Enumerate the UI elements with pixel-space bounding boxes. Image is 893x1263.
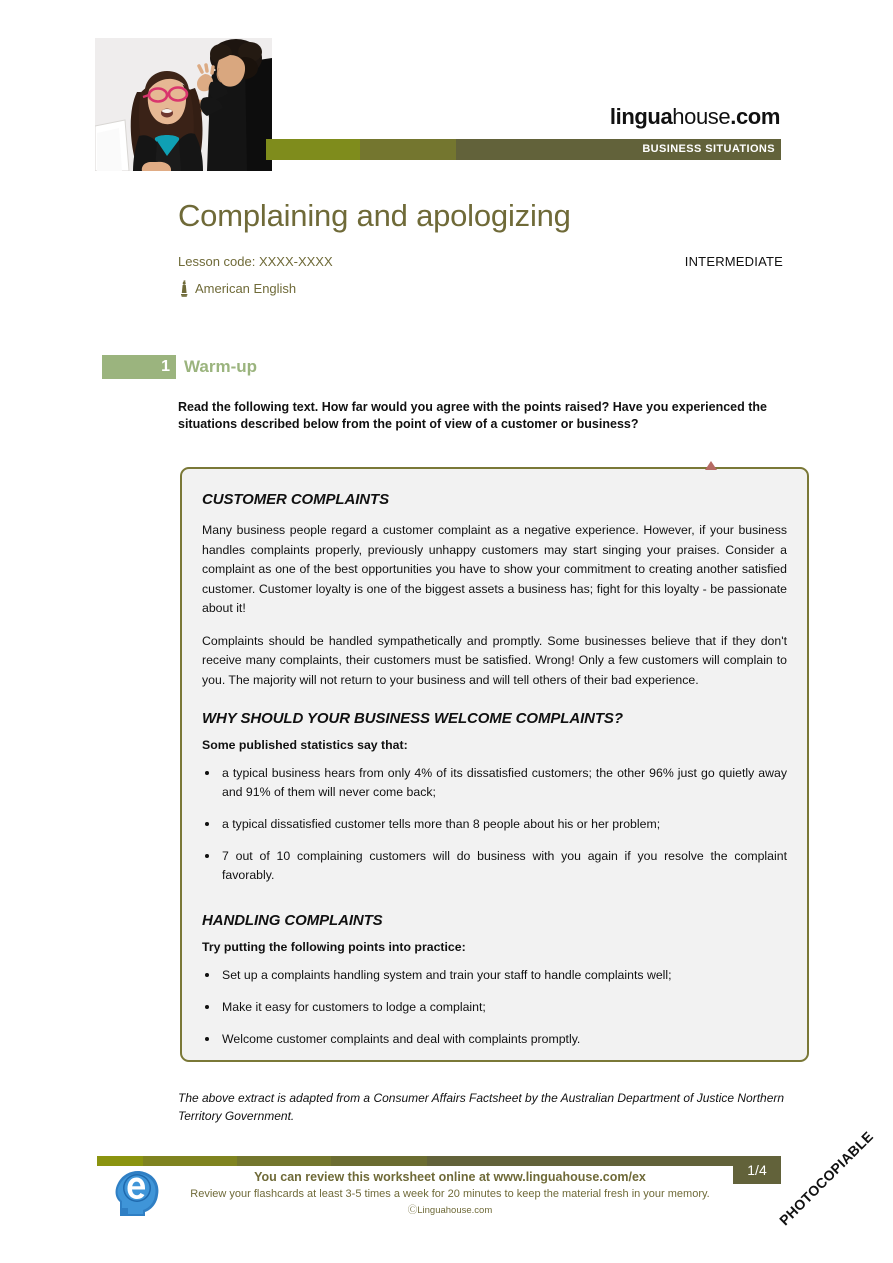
list-item-text: Set up a complaints handling system and train your staff to handle complaints well; xyxy=(222,968,672,982)
list-item xyxy=(202,815,787,834)
list-item xyxy=(202,764,787,802)
list-item xyxy=(202,998,787,1017)
title-block xyxy=(178,198,783,300)
header-bar-segment-1 xyxy=(266,139,360,160)
spacer xyxy=(202,898,787,912)
box-paragraph-1: Many business people regard a customer complaint as a negative experience. However, if your business handles complaints properly, previously unhappy customers may start singing your praises. Consider a complaint as one of the best opportunities you have to show your commitment to creating another satisfied customer. Customer loyalty is one of the biggest assets a business has; fight for this loyalty - be passionate about it! xyxy=(202,523,787,615)
header-accent-bar xyxy=(266,139,781,160)
photocopiable-stamp xyxy=(776,1128,893,1255)
footer-text-block xyxy=(180,1168,720,1218)
brand-logo[interactable] xyxy=(610,104,780,130)
footer-bar-segment-5 xyxy=(427,1156,781,1166)
category-label: BUSINESS SITUATIONS xyxy=(456,139,781,160)
list-item xyxy=(202,966,787,985)
footer-copyright-line: ⒸLinguahouse.com xyxy=(407,1205,493,1216)
list-item-text: a typical business hears from only 4% of its dissatisfied customers; the other 96% just go quietly away and 91% of them will never come back; xyxy=(222,766,787,799)
box-subheading-statistics: Some published statistics say that: xyxy=(202,738,408,752)
bookmark-marker-icon xyxy=(705,461,717,470)
list-item xyxy=(202,847,787,885)
bullet-icon xyxy=(205,973,209,977)
bullet-icon xyxy=(205,822,209,826)
box-heading-handling-complaints: HANDLING COMPLAINTS xyxy=(202,912,383,929)
brand-logo-part-1: lingua xyxy=(609,104,673,129)
task-instructions: Read the following text. How far would you agree with the points raised? Have you experienced the situations described below from the point of view of a customer or business? xyxy=(178,400,767,431)
lesson-code: Lesson code: XXXX-XXXX xyxy=(178,254,333,269)
statue-of-liberty-icon xyxy=(179,280,190,302)
section-number: 1 xyxy=(161,358,170,375)
list-item xyxy=(202,1030,787,1049)
footer-accent-bar xyxy=(97,1156,781,1166)
list-item-text: Welcome customer complaints and deal with complaints promptly. xyxy=(222,1032,581,1046)
bullet-icon xyxy=(205,1005,209,1009)
statistics-bullet-list xyxy=(202,764,787,885)
footer-bar-segment-3 xyxy=(237,1156,331,1166)
brand-logo-part-2: house xyxy=(672,104,731,129)
photocopiable-label: PHOTOCOPIABLE xyxy=(776,1128,877,1229)
box-paragraph-2: Complaints should be handled sympathetically and promptly. Some businesses believe that if they don't receive many complaints, their customers must be satisfied. Wrong! Only a few customers will complain to you. The majority will not return to your business and will tell others of their bad experience. xyxy=(202,633,787,687)
footer-bar-segment-2 xyxy=(143,1156,237,1166)
footer-bar-segment-4 xyxy=(331,1156,427,1166)
list-item-text: 7 out of 10 complaining customers will do business with you again if you resolve the complaint favorably. xyxy=(222,849,787,882)
page-number-badge: 1/4 xyxy=(733,1156,781,1184)
hero-photo xyxy=(95,38,272,171)
level-badge: INTERMEDIATE xyxy=(684,254,783,269)
practice-bullet-list xyxy=(202,966,787,1049)
box-heading-customer-complaints: CUSTOMER COMPLAINTS xyxy=(202,491,389,508)
bullet-icon xyxy=(205,854,209,858)
footer-bar-segment-1 xyxy=(97,1156,143,1166)
header-bar-segment-2 xyxy=(360,139,456,160)
english-variant-row xyxy=(178,280,783,300)
lesson-meta-row xyxy=(178,254,783,274)
box-subheading-practice: Try putting the following points into practice: xyxy=(202,940,466,954)
e-brain-head-icon xyxy=(112,1168,162,1220)
list-item-text: a typical dissatisfied customer tells more than 8 people about his or her problem; xyxy=(222,817,661,831)
section-title: Warm-up xyxy=(184,357,258,376)
bullet-icon xyxy=(205,1037,209,1041)
bullet-icon xyxy=(205,771,209,775)
reading-text-box xyxy=(180,467,809,1062)
list-item-text: Make it easy for customers to lodge a complaint; xyxy=(222,1000,486,1014)
english-variant-label: American English xyxy=(195,281,297,296)
page-title: Complaining and apologizing xyxy=(178,198,571,233)
box-heading-why-welcome: WHY SHOULD YOUR BUSINESS WELCOME COMPLAINTS? xyxy=(202,710,623,727)
page-header xyxy=(0,0,893,180)
hero-photo-illustration xyxy=(95,38,272,171)
footer-review-line[interactable]: You can review this worksheet online at www.linguahouse.com/ex xyxy=(254,1170,646,1184)
source-attribution: The above extract is adapted from a Consumer Affairs Factsheet by the Australian Department of Justice Northern Territory Government. xyxy=(178,1091,785,1123)
brand-logo-part-3: .com xyxy=(730,104,780,129)
spacer xyxy=(202,703,787,710)
footer-flashcards-line: Review your flashcards at least 3-5 times a week for 20 minutes to keep the material fresh in your memory. xyxy=(190,1188,710,1200)
